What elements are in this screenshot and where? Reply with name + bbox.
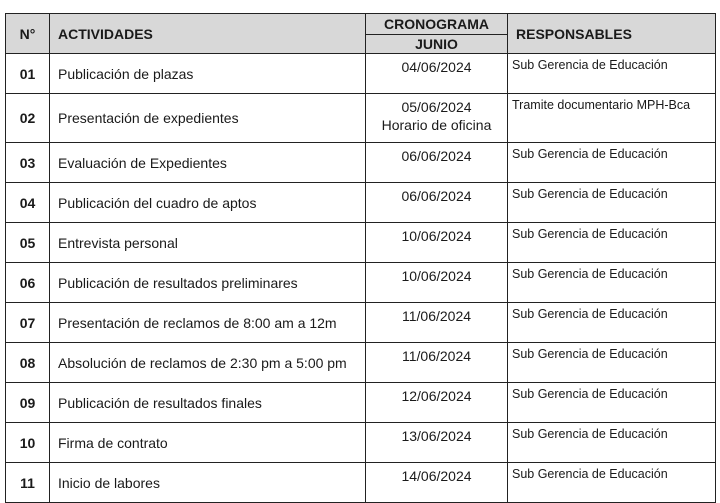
- row-date-value: 04/06/2024: [401, 59, 472, 75]
- row-number: 02: [6, 94, 50, 143]
- row-date-value: 13/06/2024: [401, 428, 472, 444]
- table-row: [6, 223, 716, 263]
- row-date: [366, 263, 508, 303]
- row-date: [366, 303, 508, 343]
- row-responsible: Sub Gerencia de Educación: [508, 423, 716, 463]
- header-schedule: CRONOGRAMA: [366, 14, 508, 35]
- row-date-value: 10/06/2024: [401, 228, 472, 244]
- table-row: [6, 383, 716, 423]
- row-number: 09: [6, 383, 50, 423]
- table-row: [6, 143, 716, 183]
- table-row: [6, 183, 716, 223]
- row-responsible: Sub Gerencia de Educación: [508, 263, 716, 303]
- row-responsible: Sub Gerencia de Educación: [508, 343, 716, 383]
- header-responsible: RESPONSABLES: [508, 14, 716, 54]
- row-date-value: 11/06/2024: [401, 348, 472, 364]
- row-date: [366, 223, 508, 263]
- row-responsible: Sub Gerencia de Educación: [508, 463, 716, 503]
- row-activity: Publicación de resultados finales: [50, 383, 366, 423]
- row-number: 03: [6, 143, 50, 183]
- table-row: [6, 423, 716, 463]
- row-number: 11: [6, 463, 50, 503]
- row-date: [366, 343, 508, 383]
- row-date: [366, 423, 508, 463]
- row-date: [366, 183, 508, 223]
- row-date-value: 10/06/2024: [401, 268, 472, 284]
- row-number: 07: [6, 303, 50, 343]
- row-responsible: Sub Gerencia de Educación: [508, 54, 716, 94]
- row-date-value: 06/06/2024: [401, 188, 472, 204]
- row-number: 10: [6, 423, 50, 463]
- row-activity: Publicación de resultados preliminares: [50, 263, 366, 303]
- row-activity: Firma de contrato: [50, 423, 366, 463]
- row-date: [366, 54, 508, 94]
- row-responsible: Sub Gerencia de Educación: [508, 303, 716, 343]
- row-activity: Entrevista personal: [50, 223, 366, 263]
- schedule-table: [5, 13, 716, 503]
- table-row: [6, 463, 716, 503]
- row-date-value: 14/06/2024: [401, 468, 472, 484]
- row-date-value: 05/06/2024: [401, 99, 472, 115]
- table-row: [6, 94, 716, 143]
- row-number: 05: [6, 223, 50, 263]
- row-activity: Publicación del cuadro de aptos: [50, 183, 366, 223]
- row-date-value: 11/06/2024: [401, 308, 472, 324]
- table-row: [6, 303, 716, 343]
- row-responsible: Sub Gerencia de Educación: [508, 183, 716, 223]
- table-row: [6, 343, 716, 383]
- header-number: N°: [6, 14, 50, 54]
- row-date-value: 12/06/2024: [401, 388, 472, 404]
- row-activity: Evaluación de Expedientes: [50, 143, 366, 183]
- row-date: [366, 383, 508, 423]
- row-activity: Presentación de reclamos de 8:00 am a 12m: [50, 303, 366, 343]
- row-responsible: Sub Gerencia de Educación: [508, 223, 716, 263]
- row-responsible: Tramite documentario MPH-Bca: [508, 94, 716, 143]
- row-date: [366, 143, 508, 183]
- row-date-value: 06/06/2024: [401, 148, 472, 164]
- row-responsible: Sub Gerencia de Educación: [508, 383, 716, 423]
- row-activity: Publicación de plazas: [50, 54, 366, 94]
- row-date: [366, 94, 508, 143]
- row-activity: Inicio de labores: [50, 463, 366, 503]
- row-responsible: Sub Gerencia de Educación: [508, 143, 716, 183]
- header-month: JUNIO: [366, 35, 508, 54]
- table-row: [6, 263, 716, 303]
- table-body: [6, 54, 716, 503]
- row-activity: Presentación de expedientes: [50, 94, 366, 143]
- row-number: 06: [6, 263, 50, 303]
- table-row: [6, 54, 716, 94]
- row-number: 08: [6, 343, 50, 383]
- row-date-note: Horario de oficina: [381, 117, 492, 133]
- header-activities: ACTIVIDADES: [50, 14, 366, 54]
- row-number: 01: [6, 54, 50, 94]
- row-number: 04: [6, 183, 50, 223]
- row-activity: Absolución de reclamos de 2:30 pm a 5:00 pm: [50, 343, 366, 383]
- row-date: [366, 463, 508, 503]
